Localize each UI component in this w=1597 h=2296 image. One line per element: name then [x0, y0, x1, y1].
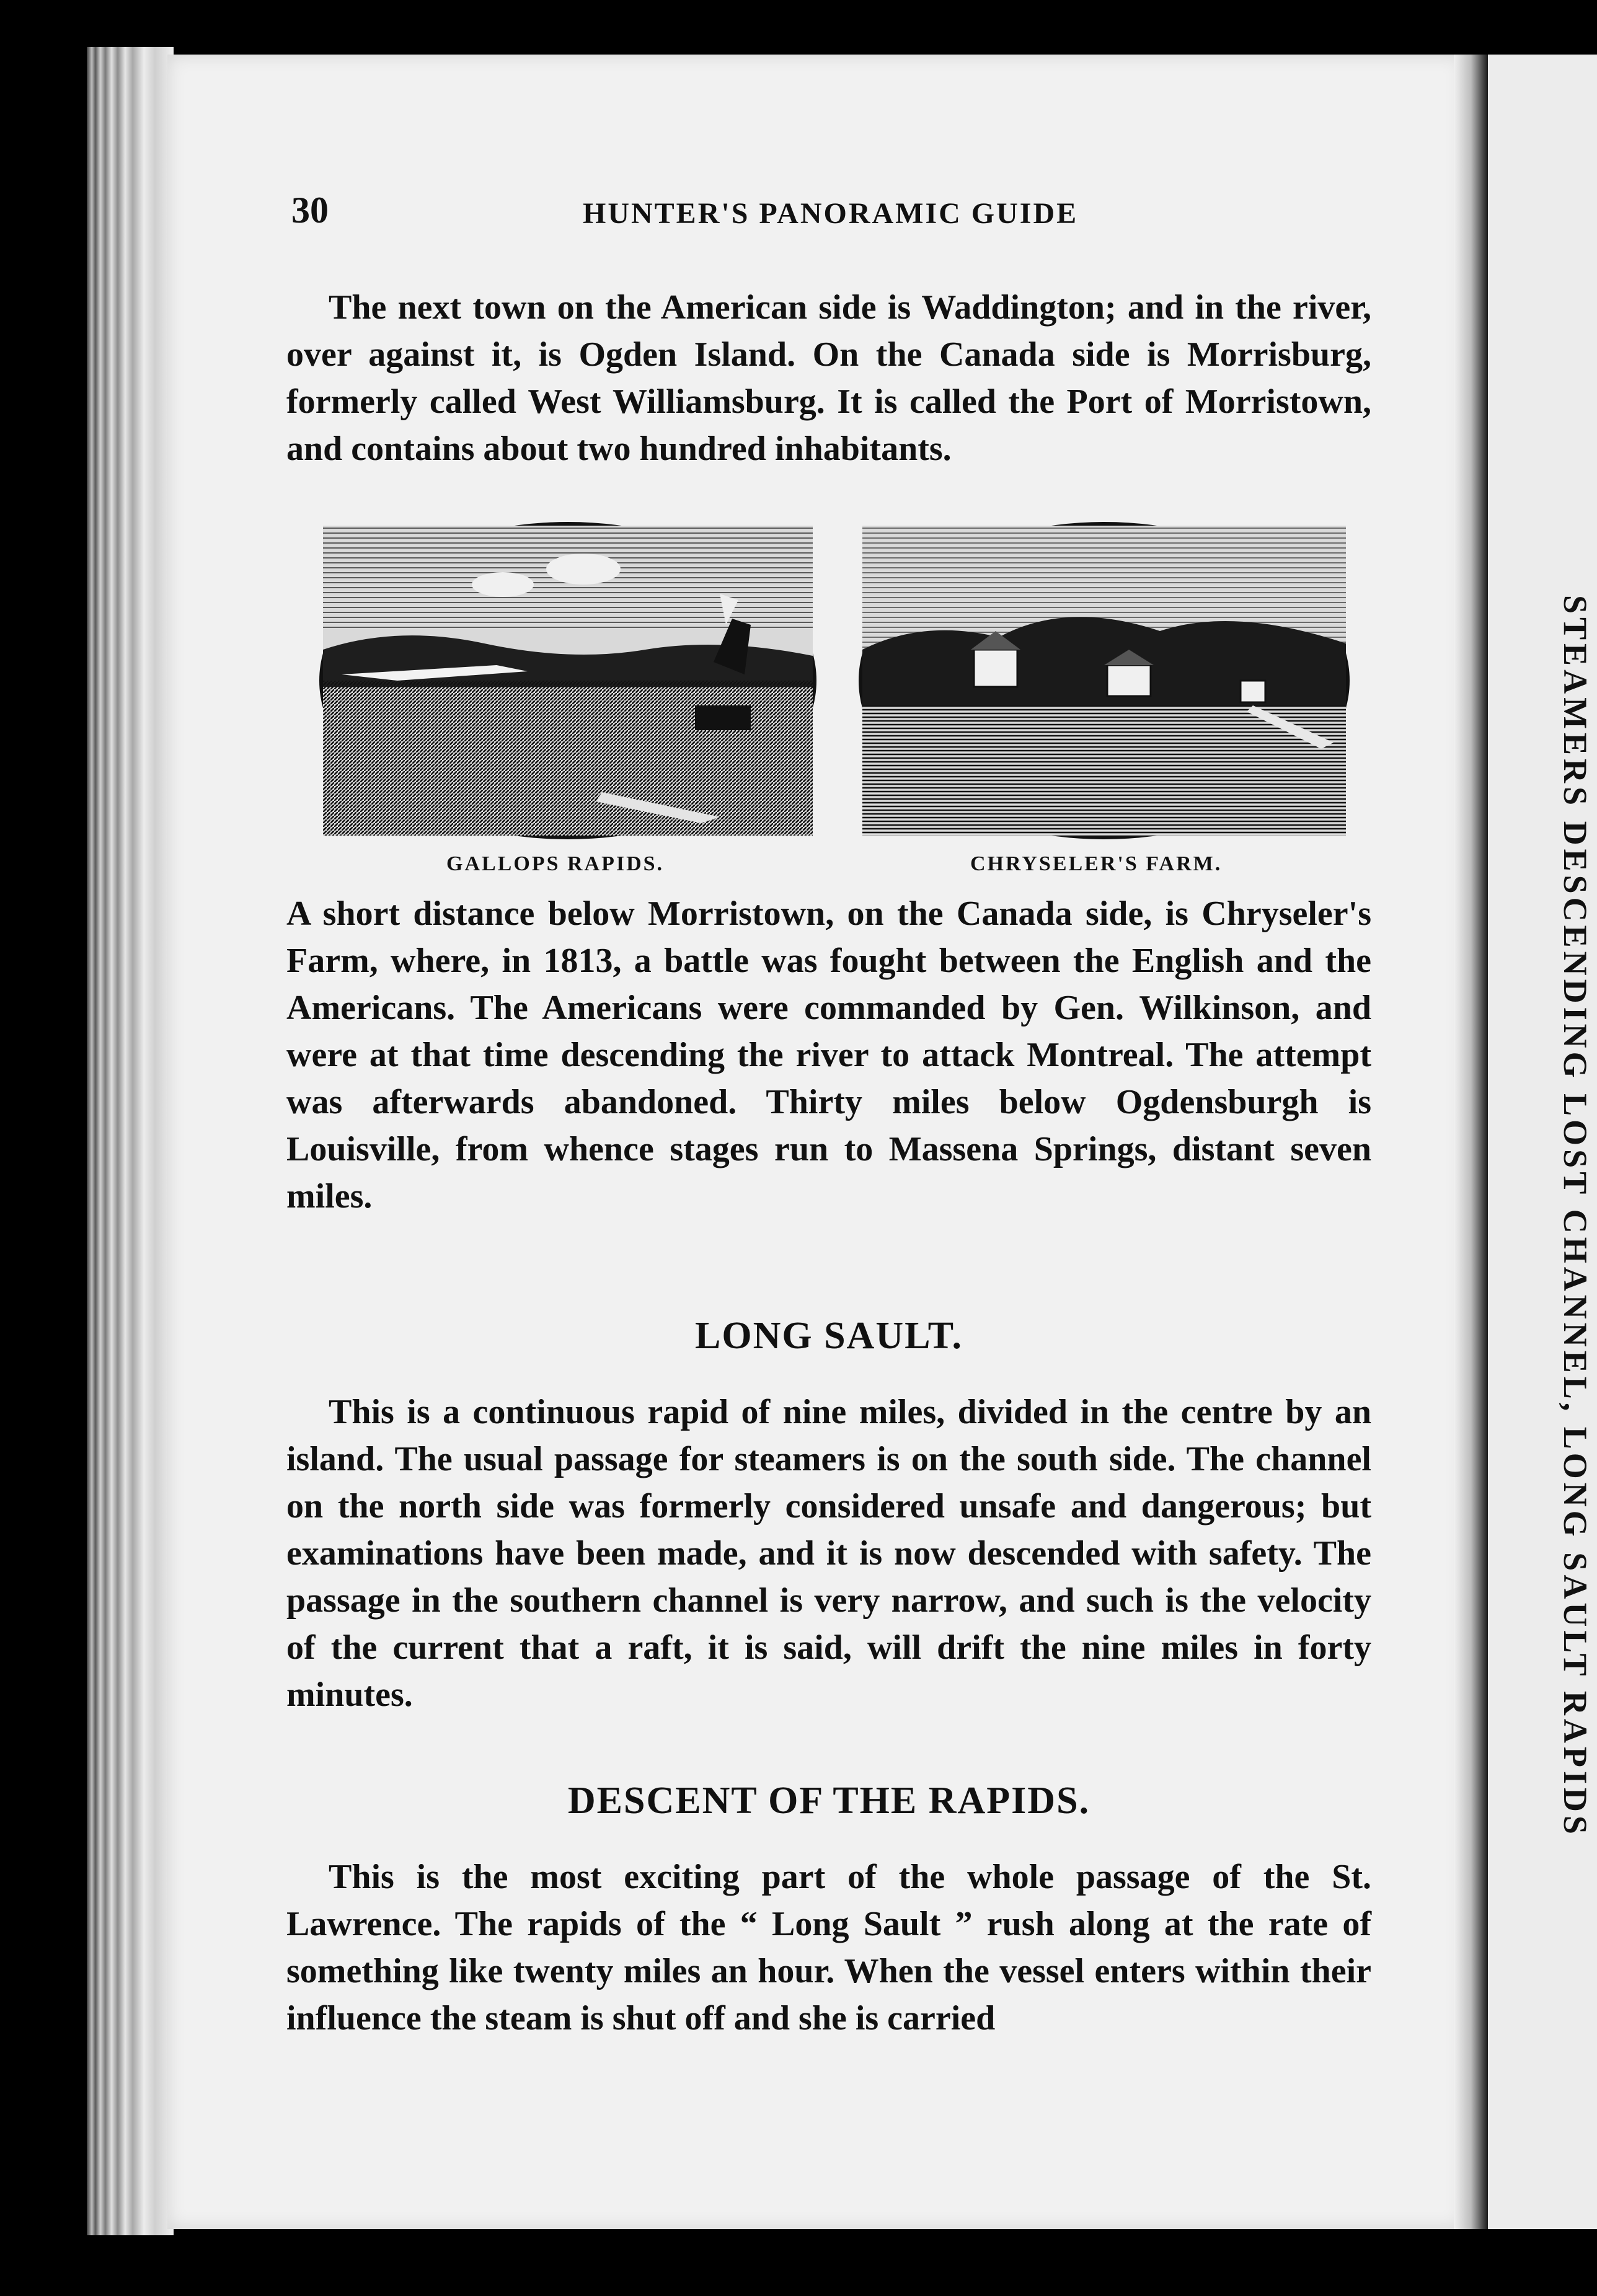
paragraph-chryselers-farm: A short distance below Morristown, on the Canada side, is Chryseler's Farm, where, in 1813, a battle was fought between the English and the Americans. The Americans were commanded by Gen. Wilkinson, and were at that time descending the river to attack Montreal. The attempt was afterwards abandoned. Thirty miles below Ogdensburgh is Louisville, from whence stages run to Massena Springs, distant seven miles. [286, 894, 1371, 1216]
spine-gutter [1454, 55, 1488, 2229]
chryselers-farm-engraving [859, 522, 1350, 839]
facing-page-running-title: STEAMERS DESCENDING LOST CHANNEL, LONG SAULT RAPIDS [1557, 595, 1594, 1838]
gallops-rapids-caption: GALLOPS RAPIDS. [446, 852, 665, 875]
running-title: HUNTER'S PANORAMIC GUIDE [583, 197, 1079, 230]
page-header [291, 189, 1370, 239]
page-stack-edges [87, 47, 174, 2235]
paragraph-waddington: The next town on the American side is Waddington; and in the river, over against it, is Ogden Island. On the Canada side is Morrisburg, formerly called West Williamsburg. It is called the Port of Morristown, and contains about two hundred inhabitants. [286, 288, 1371, 468]
heading-long-sault: LONG SAULT. [694, 1315, 963, 1357]
chryselers-farm-caption: CHRYSELER'S FARM. [970, 852, 1223, 875]
gallops-rapids-engraving [319, 522, 816, 839]
page-number: 30 [291, 190, 329, 231]
paragraph-descent: This is the most exciting part of the whole passage of the St. Lawrence. The rapids of the “ Long Sault ” rush along at the rate of something like twenty miles an hour. When the vessel enters within their influence the steam is shut off and she is carried [286, 1858, 1371, 2038]
heading-descent-of-the-rapids: DESCENT OF THE RAPIDS. [567, 1780, 1090, 1822]
paragraph-long-sault: This is a continuous rapid of nine miles, divided in the centre by an island. The usual passage for steamers is on the south side. The channel on the north side was formerly considered unsafe and dangerous; but examinations have been made, and it is now descended with safety. The passage in the southern channel is very narrow, and such is the velocity of the current that a raft, it is said, will drift the nine miles in forty minutes. [286, 1393, 1371, 1714]
